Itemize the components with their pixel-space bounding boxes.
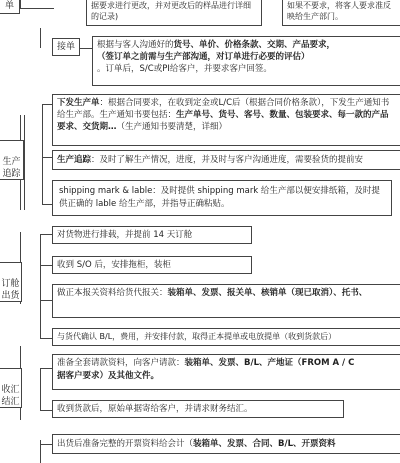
connector-line <box>42 204 52 205</box>
connector-line <box>40 234 52 235</box>
stage-payment-label <box>0 368 22 408</box>
order-receipt-terms: 货号、单价、价格条款、交期、产品要求， <box>173 40 336 50</box>
order-receipt-text: 接单 <box>56 42 75 52</box>
order-receipt-label <box>52 38 80 56</box>
settlement-text: 收到货款后，原始单据寄给客户，并请求财务结汇。 <box>57 404 253 414</box>
booking-text: 对货物进行排载，并提前 14 天订舱 <box>57 230 193 240</box>
production-order-label: 下发生产单 <box>57 98 100 108</box>
stage-shipping-text: 订舱 出货 <box>1 279 20 301</box>
container-loading-text: 收到 S/O 后，安排拖柜，装柜 <box>57 260 171 270</box>
container-loading-box <box>52 256 252 274</box>
invoice-docs-intro: 出货后准备完整的开票资料给会计（ <box>57 439 194 449</box>
order-receipt-intro: 根据与客人沟通好的 <box>97 40 174 50</box>
production-order-note: （生产通知书要清楚，详细） <box>116 122 228 132</box>
invoice-docs-box <box>52 434 400 454</box>
production-tracking-box <box>52 150 400 170</box>
stage-production-label <box>0 140 24 180</box>
order-receipt-note: （签订单之前需与生产部沟通，对订单进行必要的评估） <box>97 52 310 62</box>
stage-top-text: 单 <box>4 1 14 11</box>
payment-request-docs: 装箱单、发票、B/L、产地证（FROM A / C <box>184 358 355 368</box>
payment-request-box <box>52 354 400 390</box>
connector-line <box>40 300 52 301</box>
connector-line <box>80 48 92 49</box>
connector-line <box>24 115 25 210</box>
connector-line <box>40 338 52 339</box>
order-receipt-box <box>92 36 400 86</box>
shipping-mark-box <box>52 180 392 216</box>
connector-line <box>20 8 54 9</box>
customer-requirement-text: 如果不要求，将客人要求准反映给生产部门。 <box>287 1 391 21</box>
production-tracking-label: 生产追踪 <box>57 155 92 165</box>
forwarder-bl-text: 与货代确认 B/L，费用，并安排付款，取得正本提单或电放提单（收到货款后） <box>57 332 337 341</box>
connector-line <box>40 368 52 369</box>
payment-request-tail: 据客户要求）及其他文件。 <box>57 371 160 381</box>
production-order-items: 生产单号、货号、客号、数量、包装要求、每一款的产品要求、交货期… <box>57 110 389 132</box>
connector-line <box>40 368 41 410</box>
payment-request-intro: 准备全套请款资料，向客户请款： <box>57 358 185 368</box>
stage-payment-text: 收汇 结汇 <box>1 385 20 407</box>
connector-line <box>40 265 52 266</box>
customs-declaration-box <box>52 284 400 318</box>
connector-line <box>20 0 21 9</box>
customer-requirement-box <box>282 0 400 26</box>
invoice-docs-list: 装箱单、发票、合同、B/L、开票资料 <box>193 439 336 449</box>
sample-revision-box <box>86 0 262 26</box>
stage-shipping-label <box>0 262 22 302</box>
stage-top-label <box>0 0 20 14</box>
sample-revision-text: 据要求进行更改，并对更改后的样品进行详细的记录) <box>91 1 251 21</box>
production-order-box <box>52 94 400 146</box>
connector-line <box>40 410 52 411</box>
connector-line <box>40 444 52 445</box>
customs-declaration-intro: 做正本报关资料给货代报关： <box>57 288 168 298</box>
shipping-mark-text: shipping mark & lable：及时提供 shipping mark 给生产部以便安排纸箱，及时提供正确的 lable 给生产部，并指导正确粘贴。 <box>59 186 380 209</box>
stage-production-text: 生产 追踪 <box>2 157 21 179</box>
production-tracking-text: ：及时了解生产情况，进度，并及时与客户沟通进度，需要验货的提前安 <box>91 155 364 165</box>
booking-box <box>52 226 252 244</box>
forwarder-bl-box <box>52 328 400 346</box>
settlement-box <box>52 400 344 418</box>
connector-line <box>42 104 52 105</box>
connector-line <box>42 157 52 158</box>
production-order-intro: ：根据合同要求，在收到定金或L/C后（根据合同价格条款），下发生产通知书给生产部。生产通知书要包括： <box>57 98 390 120</box>
connector-line <box>42 104 43 204</box>
order-receipt-signoff: 。订单后，S/C或PI给客户，并要求客户回签。 <box>97 64 272 74</box>
connector-line <box>40 234 41 338</box>
connector-line <box>40 28 41 48</box>
customs-declaration-docs: 装箱单、发票、报关单、核销单（现已取消）、托书、 <box>167 288 368 298</box>
